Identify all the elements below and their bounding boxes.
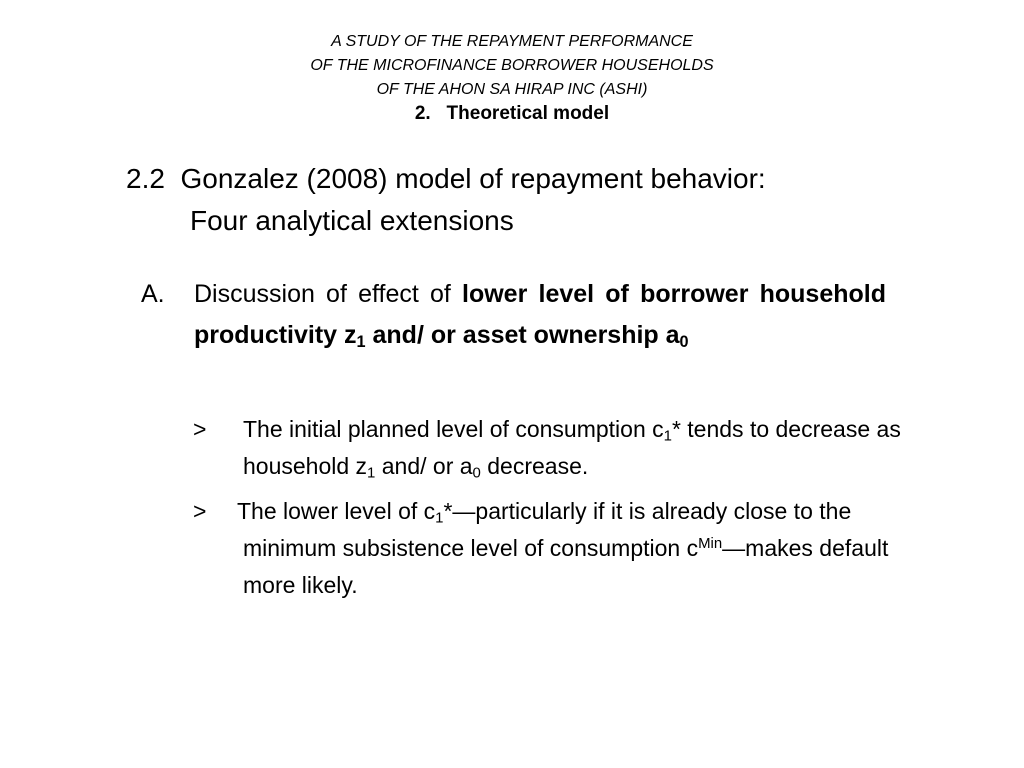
title-line-1: 2.2 Gonzalez (2008) model of repayment behavior: bbox=[126, 163, 766, 194]
slide-title bbox=[126, 158, 926, 242]
header-line-3: OF THE AHON SA HIRAP INC (ASHI) bbox=[376, 81, 648, 98]
header-line-2: OF THE MICROFINANCE BORROWER HOUSEHOLDS bbox=[310, 57, 714, 74]
b2-part2: *—particularly if it is already close to the minimum subsistence level of consumption c bbox=[243, 498, 852, 561]
b1-part3: and/ or a bbox=[375, 453, 473, 479]
header-line-1: A STUDY OF THE REPAYMENT PERFORMANCE bbox=[331, 33, 693, 50]
bullet-item-1 bbox=[193, 411, 913, 485]
b1-sub2: 1 bbox=[367, 464, 376, 482]
bullet-text-2 bbox=[193, 493, 913, 604]
bullet-text-1 bbox=[193, 411, 913, 485]
point-a-bold-text: lower level of borrower household productivity z bbox=[194, 280, 886, 349]
b1-sub3: 0 bbox=[472, 464, 481, 482]
b1-part4: decrease. bbox=[480, 453, 589, 479]
point-a-sub-z: 1 bbox=[356, 333, 366, 352]
b2-part1: The lower level of c bbox=[237, 498, 436, 524]
b1-sub1: 1 bbox=[663, 427, 672, 445]
slide-header bbox=[0, 30, 1024, 126]
point-a-marker: A. bbox=[141, 280, 165, 308]
bullet-list bbox=[193, 411, 913, 612]
b2-sup-min: Min bbox=[698, 534, 723, 552]
point-a-text bbox=[194, 274, 886, 356]
point-a-bold-mid: and/ or asset ownership a bbox=[365, 321, 680, 349]
point-a-sub-a: 0 bbox=[679, 333, 689, 352]
section-subtitle: 2. Theoretical model bbox=[414, 103, 610, 124]
point-a-intro: Discussion of effect of bbox=[194, 280, 463, 308]
bullet-item-2 bbox=[193, 493, 913, 604]
b1-part1: The initial planned level of consumption c bbox=[243, 416, 664, 442]
bullet-marker-1: > bbox=[193, 416, 207, 442]
point-a bbox=[141, 274, 886, 356]
b2-sub1: 1 bbox=[435, 509, 444, 527]
b1-part2: * tends to decrease as household z bbox=[243, 416, 901, 479]
b2-part3: —makes default more likely. bbox=[243, 535, 889, 598]
bullet-marker-2: > bbox=[193, 498, 207, 524]
title-line-2: Four analytical extensions bbox=[190, 205, 514, 236]
